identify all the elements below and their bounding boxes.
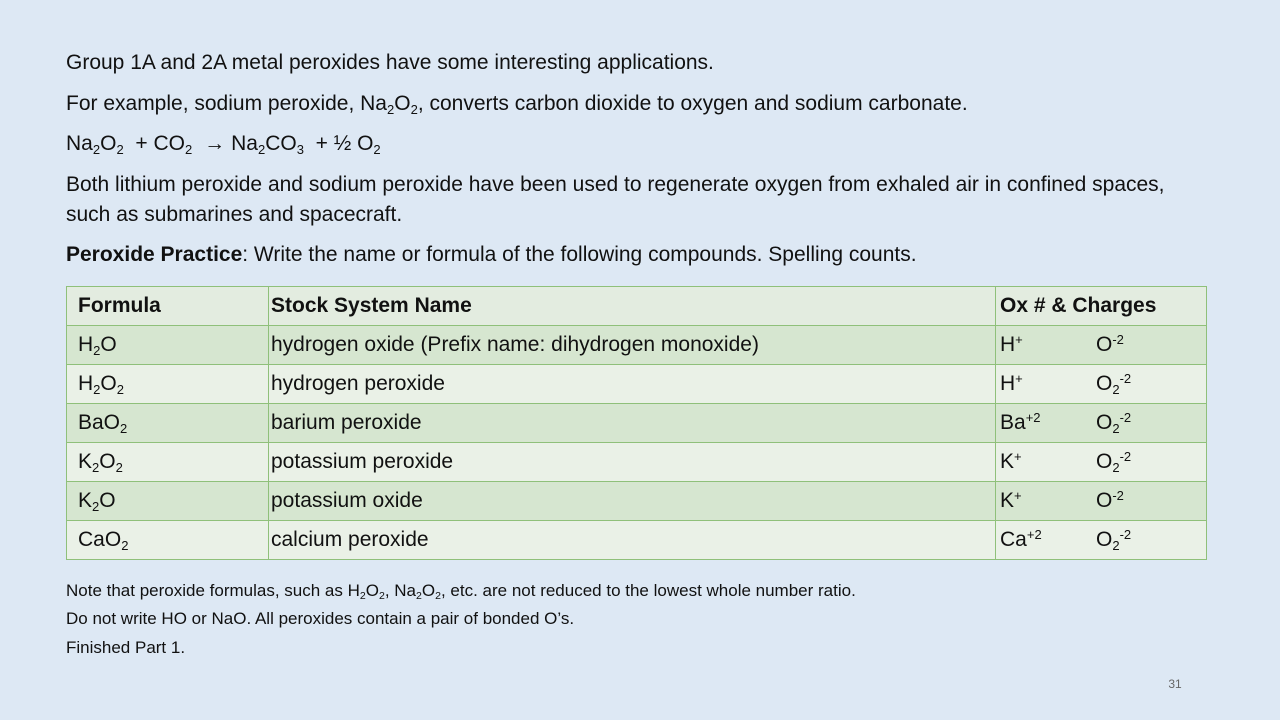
formula-cell: BaO$_2$ [67,404,269,443]
yields-arrow-icon: → [204,132,226,155]
intro-text: Group 1A and 2A metal peroxides have some interesting applications. [66,51,714,74]
charges-cell [996,365,1207,404]
table-row [67,326,1207,365]
header-formula: Formula [67,287,269,326]
table-row [67,482,1207,521]
header-charges: Ox # & Charges [996,287,1207,326]
name-cell: potassium peroxide [269,443,996,482]
anion-charge: $O_2^{-2}$ [1096,370,1132,397]
table-row [67,365,1207,404]
cation-charge: H+ [1000,370,1023,395]
charges-cell [996,521,1207,560]
example-text: For example, sodium peroxide, $Na_2O_2$, converts carbon dioxide to oxygen and sodium carbonate. [66,92,968,117]
name-cell: barium peroxide [269,404,996,443]
note-reduction: Note that peroxide formulas, such as $H_2O_2$, $Na_2O_2$, etc. are not reduced to the lowest whole number ratio. [66,581,856,603]
name-cell: calcium peroxide [269,521,996,560]
practice-instructions: Peroxide Practice: Write the name or formula of the following compounds. Spelling counts. [66,243,917,266]
page-number: 31 [1168,677,1182,691]
formula-cell: $K_2O$ [67,482,269,521]
charges-cell [996,326,1207,365]
cation-charge: K+ [1000,448,1022,473]
anion-charge: $O^{-2}$ [1096,487,1124,512]
application-text: Both lithium peroxide and sodium peroxide have been used to regenerate oxygen from exhaled air in confined spaces, such as submarines and spacecraft. [66,173,1165,226]
anion-charge: $O^{-2}$ [1096,331,1124,356]
charges-cell [996,443,1207,482]
peroxide-practice-table [66,286,1207,560]
note-bonded-oxygen: Do not write HO or NaO. All peroxides contain a pair of bonded O’s. [66,609,575,628]
formula-cell: $K_2O_2$ [67,443,269,482]
formula-cell: $H_2O_2$ [67,365,269,404]
anion-charge: $O_2^{-2}$ [1096,448,1132,475]
table-row [67,404,1207,443]
anion-charge: $O_2^{-2}$ [1096,409,1132,436]
header-name: Stock System Name [269,287,996,326]
cation-charge: K+ [1000,487,1022,512]
formula-cell: $H_2O$ [67,326,269,365]
table-row [67,521,1207,560]
table-header-row [67,287,1207,326]
charges-cell [996,482,1207,521]
anion-charge: $O_2^{-2}$ [1096,526,1132,553]
cation-charge: $Ca^{+2}$ [1000,526,1042,551]
cation-charge: H+ [1000,331,1023,356]
practice-heading: Peroxide Practice [66,243,243,266]
formula-cell: CaO$_2$ [67,521,269,560]
cation-charge: $Ba^{+2}$ [1000,409,1041,434]
name-cell: hydrogen oxide (Prefix name: dihydrogen monoxide) [269,326,996,365]
name-cell: potassium oxide [269,482,996,521]
chemical-equation: $Na_2O_2 + CO_2 \to Na_2CO_3$ + ½ $O_2$ [66,132,381,157]
charges-cell [996,404,1207,443]
note-finished: Finished Part 1. [66,638,186,657]
table-row [67,443,1207,482]
name-cell: hydrogen peroxide [269,365,996,404]
